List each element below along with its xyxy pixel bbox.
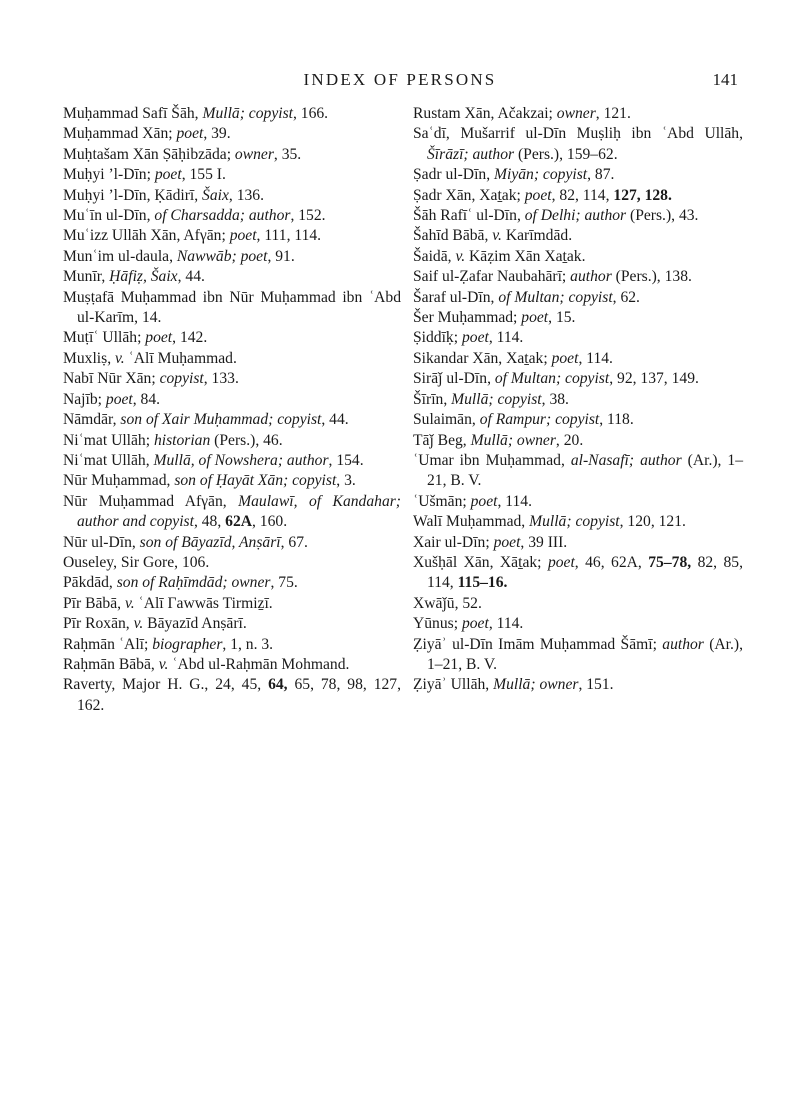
entry-text: Šer Muḥammad; [413, 309, 522, 327]
index-entry [63, 104, 401, 124]
entry-annotation: son of Xair Muḥammad; copyist [120, 411, 322, 429]
entry-text: , 62. [612, 288, 640, 306]
entry-text: Sulaimān, [413, 411, 480, 429]
entry-annotation: Mullā; owner [493, 676, 579, 694]
index-entry [63, 369, 401, 389]
entry-annotation: poet [524, 186, 552, 204]
index-entry [413, 288, 743, 308]
entry-text: Sikandar Xān, Xaṯak; [413, 349, 552, 367]
entry-text: Muḥyi ’l-Dīn; [63, 166, 155, 184]
entry-text: Muḥammad Xān; [63, 125, 177, 143]
entry-text: Muḥyi ’l-Dīn, Ḳādirī, [63, 186, 203, 204]
entry-annotation: v. [455, 247, 466, 265]
entry-text: Ẓiyāʾ Ullāh, [413, 676, 494, 694]
entry-annotation: v. [492, 227, 502, 245]
index-entry [413, 635, 743, 676]
entry-annotation: poet [521, 309, 549, 327]
entry-text: Ṣiddīḳ; [413, 329, 462, 347]
index-entry [63, 573, 401, 593]
entry-bold-reference: 64, [268, 676, 288, 694]
index-entry [413, 614, 743, 634]
index-entry [63, 533, 401, 553]
entry-text: , 111, 114. [256, 227, 322, 245]
index-entry [63, 165, 401, 185]
entry-annotation: poet [145, 329, 173, 347]
entry-bold-reference: 127, 128. [613, 186, 672, 204]
index-entry [63, 267, 401, 287]
entry-text: , 20. [555, 431, 584, 449]
index-entry [413, 165, 743, 185]
entry-text: Walī Muḥammad, [413, 513, 530, 531]
index-entry [413, 492, 743, 512]
page-number: 141 [712, 70, 738, 89]
running-title: INDEX OF PERSONS [303, 70, 497, 89]
index-entry [413, 675, 743, 695]
entry-text: Niʿmat Ullāh; [63, 431, 154, 449]
entry-text: (Pers.), 46. [210, 431, 283, 449]
entry-annotation: of Multan; copyist [498, 288, 613, 306]
entry-annotation: author [662, 635, 704, 653]
entry-annotation: Mullā; copyist [529, 513, 620, 531]
index-entry [413, 369, 743, 389]
entry-text: , 151. [578, 676, 614, 694]
entry-text: Nabī Nūr Xān; [63, 370, 160, 388]
entry-text: (Pers.), 43. [626, 207, 699, 225]
index-entry [413, 431, 743, 451]
entry-text: Tāǰ Beg, [413, 431, 471, 449]
index-entry [63, 349, 401, 369]
entry-annotation: Nawwāb; poet [176, 247, 268, 265]
index-entry [63, 226, 401, 246]
entry-text: Šīrīn, [413, 390, 452, 408]
entry-text: , 87. [587, 166, 615, 184]
entry-text: 82, 85, 114, [427, 553, 743, 592]
entry-annotation: Maulawī, of Kandahar; author and copyist [77, 492, 402, 531]
entry-annotation: Miyān; copyist [494, 166, 588, 184]
entry-text: Pīr Bābā, [63, 594, 125, 612]
index-entry [413, 533, 743, 553]
entry-text: (Ar.), 1–21, B. V. [427, 451, 744, 490]
entry-annotation: son of Raḥīmdād; owner [116, 574, 271, 592]
entry-annotation: v. [158, 655, 169, 673]
entry-bold-reference: 62A [225, 513, 252, 531]
entry-text: , 44. [321, 411, 349, 429]
index-entry [63, 655, 401, 675]
entry-annotation: biographer [152, 635, 223, 653]
entry-text: , 154. [328, 451, 364, 469]
index-entry [63, 186, 401, 206]
entry-text: Muʿīn ul-Dīn, [63, 207, 155, 225]
index-entry [413, 104, 743, 124]
entry-annotation: owner [234, 145, 274, 163]
entry-text: , 152. [290, 207, 326, 225]
entry-annotation: owner [556, 105, 596, 122]
entry-text: Šāh Rafīʿ ul-Dīn, [413, 207, 525, 225]
entry-text: Xwāǰū, 52. [413, 594, 482, 612]
entry-annotation: al-Nasafī; author [570, 451, 682, 469]
index-entry [413, 328, 743, 348]
entry-text: Pākdād, [63, 574, 117, 592]
entry-annotation: Mullā; owner [470, 431, 556, 449]
entry-annotation: copyist [159, 370, 204, 388]
index-entry [63, 206, 401, 226]
entry-text: Nūr ul-Dīn, [63, 533, 140, 551]
index-column-right [413, 104, 743, 696]
entry-annotation: poet [461, 615, 489, 633]
entry-text: , 121. [595, 105, 631, 122]
entry-text: (Pers.), 138. [611, 268, 692, 286]
entry-annotation: Ḥāfiẓ, Šaix [109, 268, 178, 286]
entry-annotation: Šaix [202, 186, 229, 204]
index-entry [63, 594, 401, 614]
entry-annotation: Mullā; copyist [451, 390, 542, 408]
entry-text: , 118. [599, 411, 634, 429]
entry-text: , 160. [252, 513, 288, 531]
entry-text: , 15. [548, 309, 576, 327]
index-entry [63, 553, 401, 573]
entry-text: Nūr Muḥammad Afγān, [63, 492, 239, 510]
entry-annotation: poet [493, 533, 521, 551]
entry-text: Kāẓim Xān Xaṯak. [465, 247, 586, 265]
index-entry [63, 124, 401, 144]
index-column-left [63, 104, 401, 716]
entry-annotation: poet [551, 349, 579, 367]
index-entry [413, 410, 743, 430]
entry-annotation: v. [124, 594, 135, 612]
entry-annotation: of Delhi; author [524, 207, 627, 225]
index-entry [413, 308, 743, 328]
index-entry [63, 247, 401, 267]
entry-text: , 1, n. 3. [222, 635, 274, 653]
entry-text: Nāmdār, [63, 411, 121, 429]
entry-text: Bāyazīd Anṣārī. [143, 615, 247, 633]
entry-text: , 38. [541, 390, 569, 408]
index-entry [63, 328, 401, 348]
index-entry [63, 471, 401, 491]
index-entry [413, 594, 743, 614]
entry-text: , 155 I. [181, 166, 226, 184]
entry-text: ʿUmar ibn Muḥammad, [413, 451, 571, 469]
entry-annotation: poet [105, 390, 133, 408]
entry-text: , 35. [273, 145, 302, 163]
index-entry [63, 635, 401, 655]
entry-text: Muḥtašam Xān Ṣāḥibzāda; [63, 145, 235, 163]
entry-annotation: of Charsadda; author [154, 207, 291, 225]
entry-text: , 39 III. [520, 533, 568, 551]
entry-text: , 48, [193, 513, 226, 531]
entry-text: Pīr Roxān, [63, 615, 134, 633]
entry-text: , 133. [203, 370, 239, 388]
entry-text: , 114. [578, 349, 613, 367]
entry-text: , 114. [488, 615, 524, 633]
index-entry [413, 553, 743, 594]
entry-text: , 3. [336, 472, 356, 490]
entry-text: , 92, 137, 149. [609, 370, 699, 388]
entry-annotation: author [570, 268, 612, 286]
entry-text: (Ar.), 1–21, B. V. [427, 635, 743, 673]
entry-text: , 91. [267, 247, 295, 265]
index-entry [63, 675, 401, 716]
entry-text: Nūr Muḥammad, [63, 472, 175, 490]
index-entry [413, 186, 743, 206]
entry-annotation: poet [229, 227, 257, 245]
entry-text: Šaidā, [413, 247, 456, 265]
index-entry [63, 451, 401, 471]
entry-annotation: Mullā; copyist [202, 105, 293, 122]
entry-text: Ẓiyāʾ ul-Dīn Imām Muḥammad Šāmī; [413, 635, 663, 653]
index-entry [63, 614, 401, 634]
entry-text: ʿAlī Muḥammad. [124, 349, 237, 367]
entry-text: ʿAlī Γawwās Tirmiẕī. [134, 594, 273, 612]
entry-text: , 120, 121. [619, 513, 686, 531]
entry-text: Yūnus; [413, 615, 462, 633]
index-entry [63, 431, 401, 451]
index-entry [63, 410, 401, 430]
entry-text: , 44. [177, 268, 205, 286]
page-header [0, 70, 800, 94]
entry-text: , 136. [228, 186, 264, 204]
entry-text: , 39. [203, 125, 231, 143]
entry-text: Munʿim ul-daula, [63, 247, 177, 265]
entry-annotation: v. [133, 615, 144, 633]
entry-annotation: poet [470, 492, 498, 510]
entry-text: Muxliṣ, [63, 349, 115, 367]
entry-text: Ṣadr ul-Dīn, [413, 166, 494, 184]
entry-text: , 166. [292, 105, 329, 122]
entry-text: , 114. [488, 329, 524, 347]
entry-text: Muʿizz Ullāh Xān, Afγān; [63, 227, 230, 245]
entry-text: Raḥmān Bābā, [63, 655, 159, 673]
entry-text: Ouseley, Sir Gore, 106. [63, 553, 210, 571]
entry-text: , 82, 114, [551, 186, 614, 204]
entry-text: ʿAbd ul-Raḥmān Mohmand. [168, 655, 350, 673]
entry-text: , 142. [172, 329, 208, 347]
entry-text: Raverty, Major H. G., 24, 45, [63, 676, 269, 694]
entry-annotation: poet [176, 125, 204, 143]
entry-text: , 84. [132, 390, 161, 408]
index-entry [63, 390, 401, 410]
entry-text: , 114. [497, 492, 532, 510]
entry-text: Saif ul-Ẓafar Naubahārī; [413, 268, 571, 286]
entry-annotation: son of Bāyazīd, Anṣārī [139, 533, 281, 551]
index-entry [413, 512, 743, 532]
entry-annotation: poet [154, 166, 182, 184]
entry-text: , 67. [280, 533, 308, 551]
entry-text: Muṣṭafā Muḥammad ibn Nūr Muḥammad ibn ʿAbd ul-Karīm, 14. [63, 288, 401, 327]
entry-annotation: Šīrāzī; author [427, 145, 515, 163]
entry-bold-reference: 115–16. [457, 574, 508, 592]
entry-bold-reference: 75–78, [648, 553, 692, 571]
index-entry [413, 451, 743, 492]
entry-annotation: poet [547, 553, 575, 571]
index-entry [413, 267, 743, 287]
entry-annotation: Mullā, of Nowshera; author [153, 451, 329, 469]
index-entry [413, 226, 743, 246]
entry-text: Munīr, [63, 268, 110, 286]
entry-annotation: v. [115, 349, 125, 367]
entry-text: 65, 78, 98, 127, 162. [77, 676, 401, 714]
entry-text: Rustam Xān, Ačakzai; [413, 105, 557, 122]
entry-text: Niʿmat Ullāh, [63, 451, 154, 469]
entry-text: Najīb; [63, 390, 106, 408]
entry-text: Sirāǰ ul-Dīn, [413, 370, 495, 388]
entry-text: Xušḥāl Xān, Xāṯak; [413, 553, 548, 571]
entry-text: , 75. [270, 574, 298, 592]
entry-text: Muḥammad Safī Šāh, [63, 105, 203, 122]
entry-text: (Pers.), 159–62. [514, 145, 618, 163]
index-entry [413, 206, 743, 226]
entry-annotation: of Multan; copyist [494, 370, 610, 388]
entry-text: Muṭīʿ Ullāh; [63, 329, 146, 347]
entry-text: Karīmdād. [501, 227, 573, 245]
entry-text: Šahīd Bābā, [413, 227, 493, 245]
index-entry [413, 390, 743, 410]
entry-text: Saʿdī, Mušarrif ul-Dīn Muṣliḥ ibn ʿAbd Ullāh, [413, 125, 743, 143]
entry-annotation: historian [153, 431, 211, 449]
entry-annotation: poet [461, 329, 489, 347]
entry-text: Raḥmān ʿAlī; [63, 635, 153, 653]
entry-text: , 46, 62A, [574, 553, 649, 571]
entry-text: Ṣadr Xān, Xaṯak; [413, 186, 525, 204]
index-entry [63, 288, 401, 329]
index-entry [63, 492, 401, 533]
entry-annotation: of Rampur; copyist [479, 411, 600, 429]
index-entry [63, 145, 401, 165]
index-entry [413, 349, 743, 369]
entry-annotation: son of Ḥayāt Xān; copyist [174, 472, 337, 490]
entry-text: Šaraf ul-Dīn, [413, 288, 499, 306]
entry-text: ʿUšmān; [413, 492, 471, 510]
index-entry [413, 124, 743, 165]
entry-text: Xair ul-Dīn; [413, 533, 494, 551]
index-entry [413, 247, 743, 267]
